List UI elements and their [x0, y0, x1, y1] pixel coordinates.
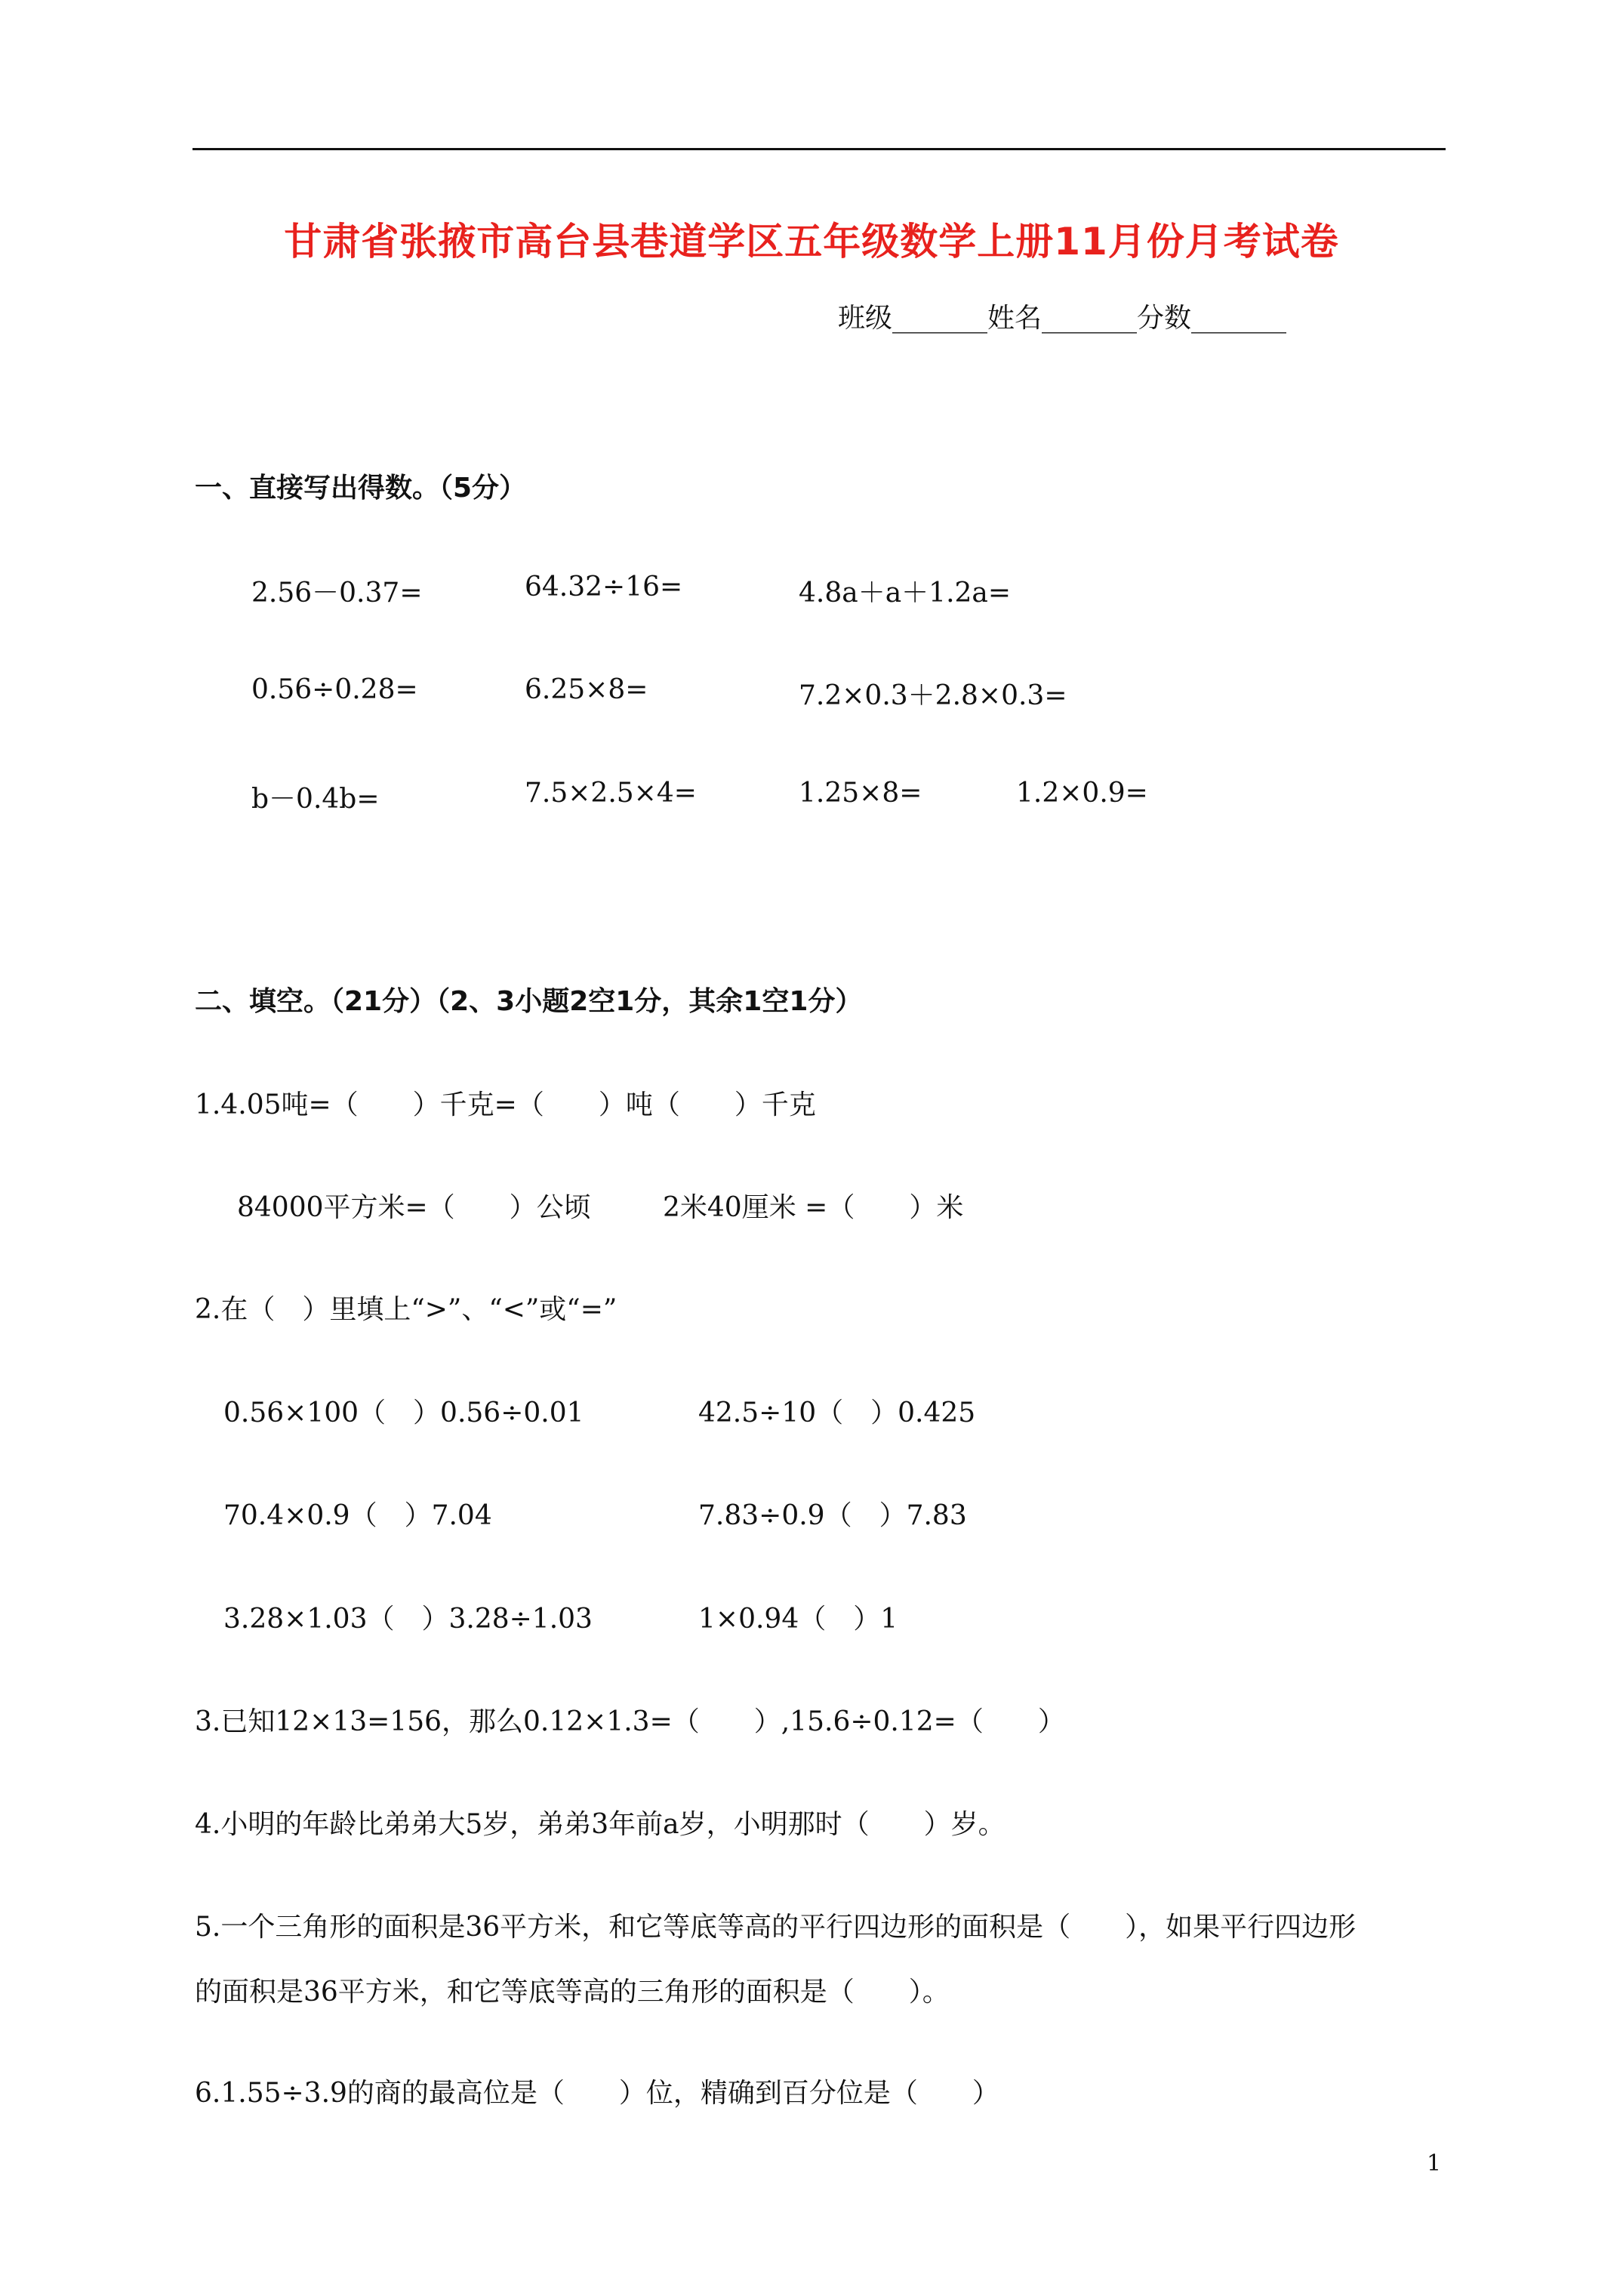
- calc-item: 0.56÷0.28=: [251, 674, 418, 705]
- calc-item: 1.2×0.9=: [1016, 778, 1148, 809]
- section2-heading: 二、填空。（21分）（2、3小题2空1分，其余1空1分）: [195, 986, 863, 1017]
- compare-item: 42.5÷10（ ）0.425: [698, 1398, 976, 1428]
- compare-item: 70.4×0.9（ ）7.04: [223, 1500, 492, 1531]
- question-6: 6.1.55÷3.9的商的最高位是（ ）位，精确到百分位是（ ）: [195, 2078, 999, 2109]
- calc-item: 2.56－0.37=: [251, 578, 423, 609]
- class-field: 班级_______: [838, 303, 988, 334]
- calc-item: 64.32÷16=: [525, 572, 683, 603]
- compare-item: 7.83÷0.9（ ）7.83: [698, 1500, 967, 1531]
- question-5-line1: 5.一个三角形的面积是36平方米，和它等底等高的平行四边形的面积是（ ），如果平行四边形: [195, 1912, 1357, 1943]
- calc-item: b－0.4b=: [251, 784, 380, 815]
- question-2-intro: 2.在（ ）里填上“>”、“<”或“=”: [195, 1294, 617, 1325]
- compare-item: 0.56×100（ ）0.56÷0.01: [223, 1398, 584, 1428]
- calc-item: 4.8a＋a＋1.2a=: [799, 578, 1012, 609]
- score-field: 分数_______: [1137, 303, 1287, 334]
- question-4: 4.小明的年龄比弟弟大5岁，弟弟3年前a岁，小明那时（ ）岁。: [195, 1809, 1006, 1840]
- calc-item: 7.5×2.5×4=: [525, 778, 697, 809]
- question-1a: 1.4.05吨=（ ）千克=（ ）吨（ ）千克: [195, 1089, 816, 1120]
- section1-heading: 一、直接写出得数。（5分）: [195, 473, 527, 504]
- calc-item: 1.25×8=: [799, 778, 922, 809]
- calc-item: 6.25×8=: [525, 674, 648, 705]
- question-1b: 84000平方米=（ ）公顷: [237, 1192, 591, 1223]
- question-1c: 2米40厘米 =（ ）米: [663, 1192, 964, 1223]
- page-title: 甘肃省张掖市高台县巷道学区五年级数学上册11月份月考试卷: [284, 220, 1339, 264]
- page-number: 1: [1427, 2150, 1442, 2177]
- student-info-fields: [838, 297, 1286, 335]
- name-field: 姓名_______: [987, 303, 1138, 334]
- compare-item: 3.28×1.03（ ）3.28÷1.03: [223, 1604, 593, 1635]
- calc-item: 7.2×0.3＋2.8×0.3=: [799, 680, 1067, 711]
- header-rule: [192, 148, 1446, 150]
- compare-item: 1×0.94（ ）1: [698, 1604, 898, 1635]
- question-3: 3.已知12×13=156，那么0.12×1.3=（ ）,15.6÷0.12=（ ）: [195, 1706, 1065, 1737]
- question-5-line2: 的面积是36平方米，和它等底等高的三角形的面积是（ ）。: [195, 1977, 950, 2008]
